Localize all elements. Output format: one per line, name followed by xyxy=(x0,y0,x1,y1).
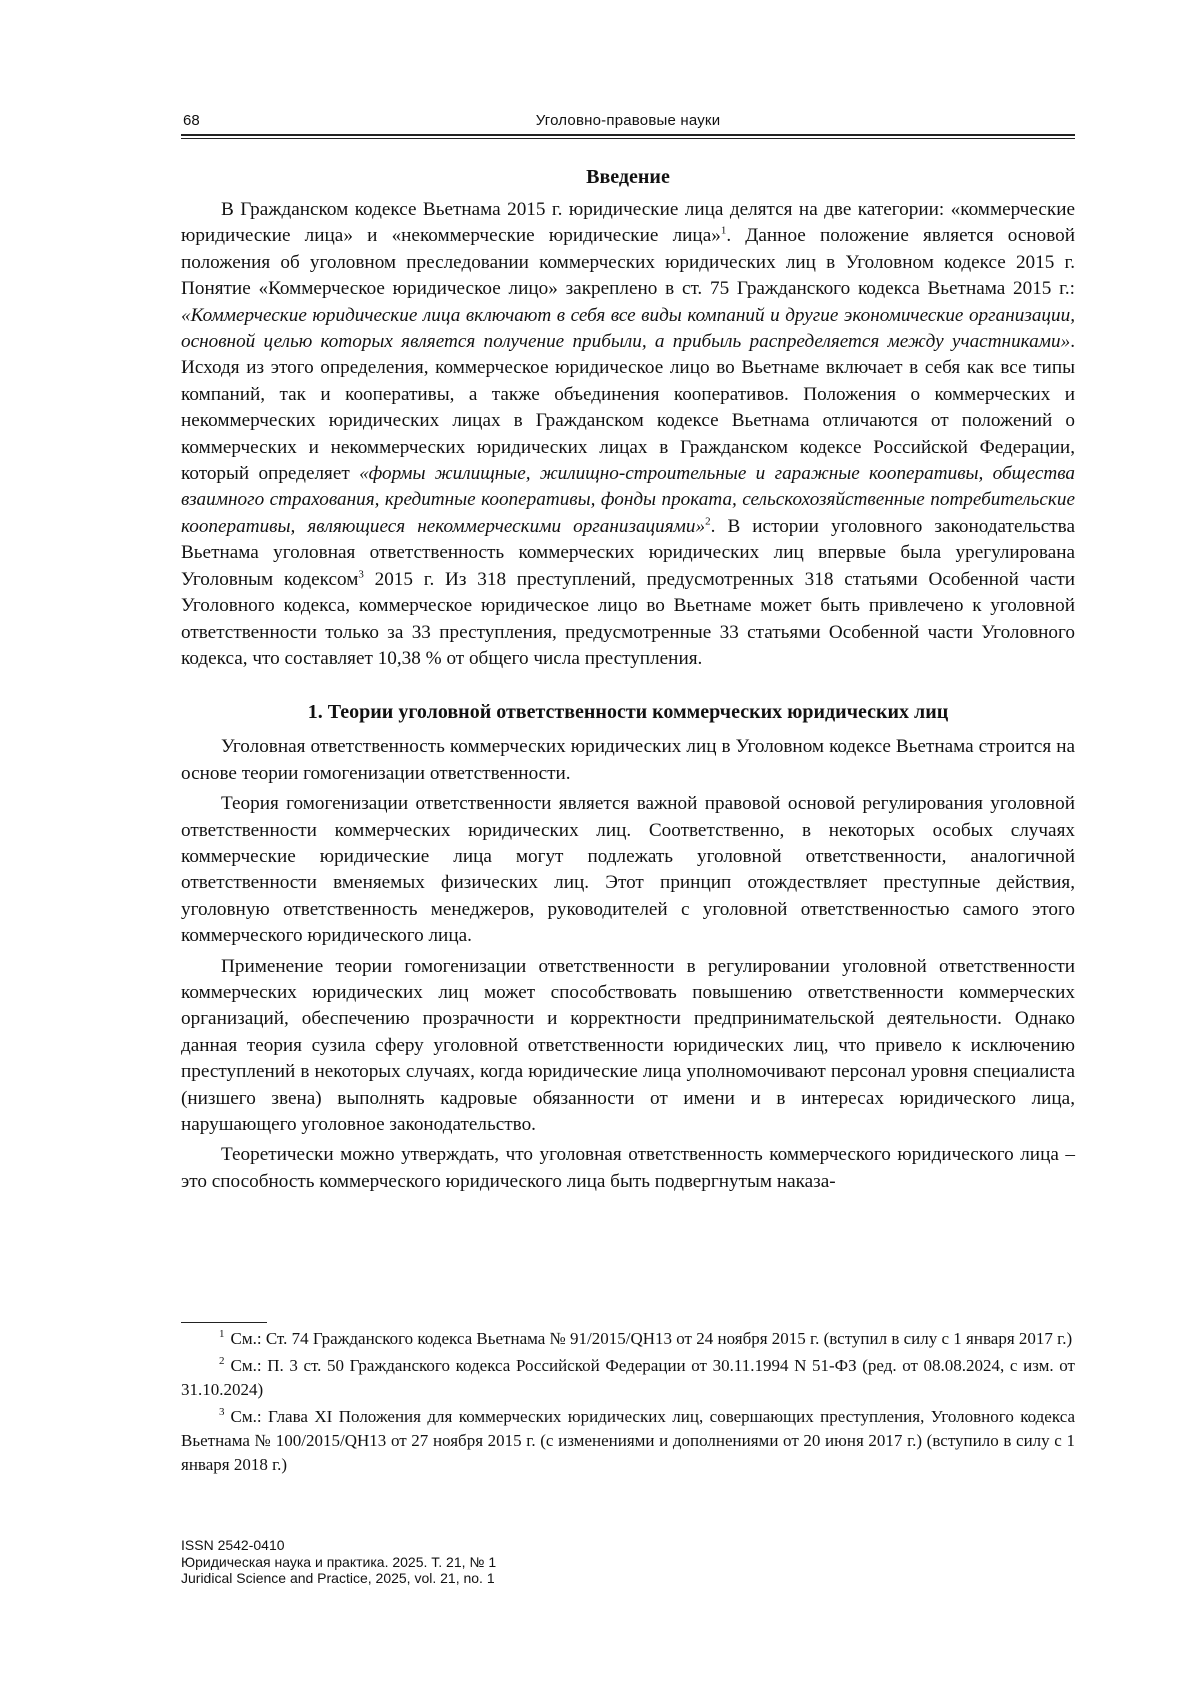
footnote-ref-2[interactable]: 2 xyxy=(705,515,711,528)
footnote-ref-1[interactable]: 1 xyxy=(720,225,727,238)
issn-line: ISSN 2542-0410 xyxy=(181,1537,285,1553)
footnote-1-text: См.: Ст. 74 Гражданского кодекса Вьетнама № 91/2015/QH13 от 24 ноября 2015 г. (вступил в силу с 1 января 2017 г.) xyxy=(230,1329,1073,1348)
journal-colophon xyxy=(181,1537,781,1587)
section-1-heading: 1. Теории уголовной ответственности коммерческих юридических лиц xyxy=(307,701,949,724)
header-rule-thick xyxy=(181,134,1075,136)
article-body xyxy=(181,163,1075,1195)
footnotes xyxy=(181,1327,1075,1480)
header-rule-thin xyxy=(181,138,1075,139)
footnote-1 xyxy=(181,1327,1075,1351)
page-number: 68 xyxy=(183,112,200,129)
footnote-3-number: 3 xyxy=(219,1406,225,1419)
section-1-paragraph-4: Теоретически можно утверждать, что уголовная ответственность коммерческого юридического лица – это способность коммерческого юридического лица быть подвергнутым наказа- xyxy=(181,1144,1075,1192)
footnote-ref-3[interactable]: 3 xyxy=(358,568,364,581)
intro-text-d: . В истории уголовного законодательства Вьетнама уголовная ответственность коммерческих юридических лиц впервые была урегулирована Уголовным кодексом xyxy=(181,515,1076,590)
intro-paragraph xyxy=(181,197,1075,672)
section-1-paragraph-1: Уголовная ответственность коммерческих юридических лиц в Уголовном кодексе Вьетнама строится на основе теории гомогенизации ответственности. xyxy=(181,736,1075,784)
intro-text-c: . Исходя из этого определения, коммерческое юридическое лицо во Вьетнаме включает в себя как все типы компаний, так и кооперативы, а также объединения кооперативов. Положения о коммерческих и некоммерческих юридических лицах в Гражданском кодексе Вьетнама отличаются от положений о коммерческих и некоммерческих юридических лицах в Гражданском кодексе Российской Федерации, который определяет xyxy=(181,331,1075,485)
intro-quote-1: «Коммерческие юридические лица включают в себя все виды компаний и другие экономические организации, основной целью которых является получение прибыли, а прибыль распределяется между участниками» xyxy=(181,304,1075,353)
footnote-2 xyxy=(181,1354,1075,1402)
footnote-2-text: См.: П. 3 ст. 50 Гражданского кодекса Российской Федерации от 30.11.1994 N 51-ФЗ (ред. от 08.08.2024, с изм. от 31.10.2024) xyxy=(181,1356,1075,1399)
footnote-3 xyxy=(181,1405,1075,1477)
footnote-1-number: 1 xyxy=(219,1328,225,1341)
footnote-separator xyxy=(181,1322,267,1323)
intro-text-e: 2015 г. Из 318 преступлений, предусмотренных 318 статьями Особенной части Уголовного кодекса, коммерческое юридическое лицо во Вьетнаме может быть привлечено к уголовной ответственности только за 33 преступления, предусмотренные 33 статьями Особенной части Уголовного кодекса, что составляет 10,38 % от общего числа преступления. xyxy=(181,568,1076,669)
running-header xyxy=(181,112,1075,136)
section-1-paragraph-2: Теория гомогенизации ответственности является важной правовой основой регулирования уголовной ответственности коммерческих юридических лиц. Соответственно, в некоторых особых случаях коммерческие юридические лица могут подлежать уголовной ответственности, аналогичной ответственности вменяемых физических лиц. Этот принцип отождествляет преступные действия, уголовную ответственность менеджеров, руководителей с уголовной ответственностью самого этого коммерческого юридического лица. xyxy=(181,793,1075,947)
footnote-2-number: 2 xyxy=(219,1355,225,1368)
intro-text-b: . Данное положение является основой положения об уголовном преследовании коммерческих юридических лиц в Уголовном кодексе 2015 г. Понятие «Коммерческое юридическое лицо» закреплено в ст. 75 Гражданского кодекса Вьетнама 2015 г.: xyxy=(181,225,1075,300)
intro-quote-2: «формы жилищные, жилищно-строительные и гаражные кооперативы, общества взаимного страхования, кредитные кооперативы, фонды проката, сельскохозяйственные потребительские кооперативы, являющиеся некоммерческими организациями» xyxy=(181,463,1076,537)
intro-text-a: В Гражданском кодексе Вьетнама 2015 г. юридические лица делятся на две категории: «коммерческие юридические лица» и «некоммерческие юридические лица» xyxy=(181,199,1075,247)
section-1-paragraph-3: Применение теории гомогенизации ответственности в регулировании уголовной ответственности коммерческих юридических лиц может способствовать повышению ответственности коммерческих организаций, обеспечению прозрачности и корректности предпринимательской деятельности. Однако данная теория сузила сферу уголовной ответственности юридических лиц, что привело к исключению преступлений в некоторых случаях, когда юридические лица уполномочивают персонал уровня специалиста (низшего звена) выполнять кадровые обязанности от имени и в интересах юридического лица, нарушающего уголовное законодательство. xyxy=(181,955,1075,1135)
journal-citation-ru: Юридическая наука и практика. 2025. Т. 21, № 1 xyxy=(181,1553,497,1570)
intro-heading: Введение xyxy=(586,166,670,188)
footnote-3-text: См.: Глава XI Положения для коммерческих юридических лиц, совершающих преступления, Уголовного кодекса Вьетнама № 100/2015/QH13 от 27 ноября 2015 г. (с изменениями и дополнениями от 20 июня 2017 г.) (вступило в силу с 1 января 2018 г.) xyxy=(181,1407,1075,1474)
section-title: Уголовно-правовые науки xyxy=(535,112,721,129)
journal-citation-en: Juridical Science and Practice, 2025, vol. 21, no. 1 xyxy=(181,1570,495,1586)
